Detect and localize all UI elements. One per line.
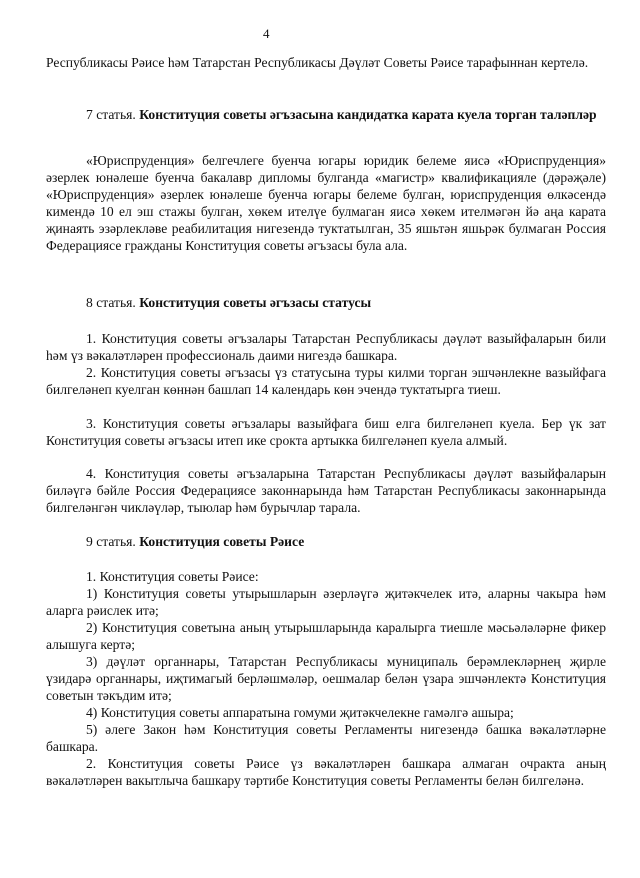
- article-9-heading: [86, 533, 606, 550]
- article-7-title: Конституция советы әгъзасына кандидатка карата куела торган таләпләр: [139, 107, 597, 122]
- article-9-paragraph-1: 1. Конституция советы Рәисе:: [86, 569, 259, 584]
- article-8-number: 8 статья.: [86, 295, 136, 310]
- article-8-item-1: 1. Конституция советы әгъзалары Татарстан Республикасы дәүләт вазыйфаларын били һәм үз вәкаләтләрен профессиональ даими нигездә башкара.: [46, 331, 606, 363]
- intro-paragraph: Республикасы Рәисе һәм Татарстан Республикасы Дәүләт Советы Рәисе тарафыннан кертелә.: [46, 55, 589, 70]
- article-9-subitem-3: 3) дәүләт органнары, Татарстан Республикасы муниципаль берәмлекләрнең җирле үзидарә органнары, иҗтимагый берләшмәләр, оешмалар белән үзара эшчәнлектә Конституция советын тәкъдим итә;: [46, 654, 606, 703]
- article-9-subitem-5: 5) әлеге Закон һәм Конституция советы Регламенты нигезендә башка вәкаләтләрне башкара.: [46, 722, 606, 754]
- article-8-item-2: 2. Конституция советы әгъзасы үз статусына туры килми торган эшчәнлекне вазыйфага билгеләнеп куелган көннән башлап 14 календарь көн эчендә туктатырга тиеш.: [46, 365, 606, 397]
- article-9-subitem-1: 1) Конституция советы утырышларын әзерләүгә җитәкчелек итә, аларны чакыра һәм аларга рәислек итә;: [46, 586, 606, 618]
- article-7-heading: [86, 106, 606, 123]
- article-8-heading: [86, 294, 606, 311]
- page-number: 4: [263, 26, 270, 41]
- article-8-title: Конституция советы әгъзасы статусы: [139, 295, 372, 310]
- article-8-item-3: 3. Конституция советы әгъзалары вазыйфага биш елга билгеләнеп куела. Бер үк зат Конституция советы әгъзасы итеп ике срокта артыкка билгеләнеп куела алмый.: [46, 416, 606, 448]
- article-9-number: 9 статья.: [86, 534, 136, 549]
- article-9-subitem-4: 4) Конституция советы аппаратына гомуми җитәкчелекне гамәлгә ашыра;: [86, 705, 514, 720]
- article-7-number: 7 статья.: [86, 107, 136, 122]
- article-9-paragraph-2: 2. Конституция советы Рәисе үз вәкаләтләрен башкара алмаган очракта аның вәкаләтләрен вакытлыча башкару тәртибе Конституция советы Регламенты белән билгеләнә.: [46, 756, 606, 788]
- article-9-title: Конституция советы Рәисе: [139, 534, 305, 549]
- article-9-subitem-2: 2) Конституция советына аның утырышларында каралырга тиешле мәсьәләләрне фикер алышуга кертә;: [46, 620, 606, 652]
- article-8-item-4: 4. Конституция советы әгъзаларына Татарстан Республикасы дәүләт вазыйфаларын биләүгә бәйле Россия Федерациясе законнарында һәм Татарстан Республикасы законнарында билгеләнгән чикләүләр, тыюлар һәм бурычлар тарала.: [46, 466, 606, 515]
- article-7-body: «Юриспруденция» белгечлеге буенча югары юридик белеме яисә «Юриспруденция» әзерлек юнәлеше буенча бакалавр дипломы булганда «магистр» квалификацияле (дәрәҗәле) «Юриспруденция» әзерлек юнәлеше буенча югары белеме булган, юриспруденция өлкәсендә кимендә 10 ел эш стажы булган, хөкем ителүе булмаган яисә хөкем ителмәгән йә аңа карата җинаять эзәрлекләве реабилитация нигезендә туктатылган, 35 яшьтән яшьрәк булмаган Россия Федерациясе гражданы Конституция советы әгъзасы була ала.: [46, 153, 606, 253]
